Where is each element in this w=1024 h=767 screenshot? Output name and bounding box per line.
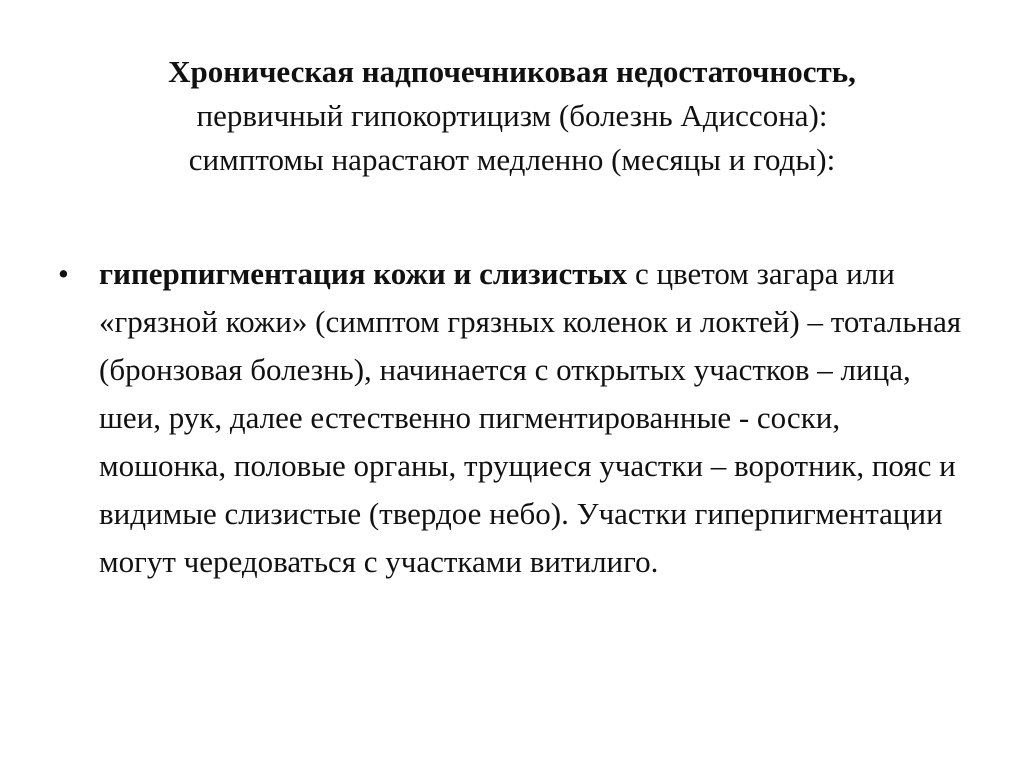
title-line-3: симптомы нарастают медленно (месяцы и годы): xyxy=(188,142,836,177)
bullet-body: с цветом загара или «грязной кожи» (симптом грязных коленок и локтей) – тотальная (бронзовая болезнь), начинается с открытых участков – лица, шеи, рук, далее естественно пигментированные - соски, мошонка, половые органы, трущиеся участки – воротник, пояс и видимые слизистые (твердое небо). Участки гиперпигментации могут чередоваться с участками витилиго. xyxy=(99,256,962,579)
title-line-2: первичный гипокортицизм (болезнь Адиссона): xyxy=(196,98,828,133)
bullet-item xyxy=(58,250,968,586)
title-line-1: Хроническая надпочечниковая недостаточность, xyxy=(168,54,856,89)
bullet-text xyxy=(99,250,968,586)
bullet-dot-icon: • xyxy=(58,256,69,291)
slide-title xyxy=(40,50,984,182)
bullet-bold-lead: гиперпигментация кожи и слизистых xyxy=(99,256,628,291)
